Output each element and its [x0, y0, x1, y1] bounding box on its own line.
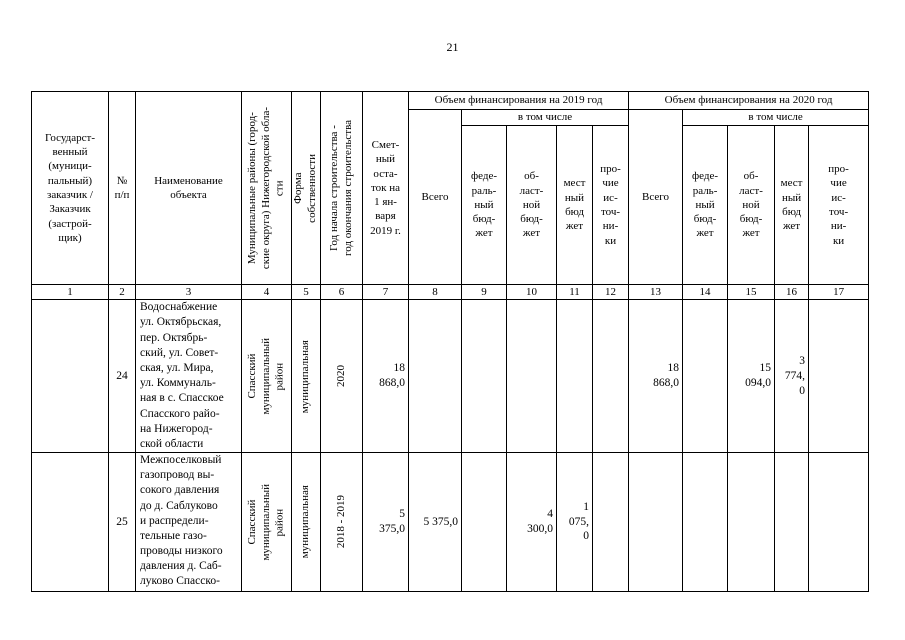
row-years: 2020: [334, 365, 347, 388]
row-district: Спасский муниципальный район: [245, 483, 286, 561]
row-ownership-cell: [292, 300, 321, 453]
row-2020-local: 3 774, 0: [775, 300, 809, 453]
header-object-name: Наименование объекта: [136, 92, 242, 285]
column-number: 10: [507, 285, 557, 300]
column-number: 4: [242, 285, 292, 300]
row-2019-total: [409, 300, 462, 453]
column-number: 13: [629, 285, 683, 300]
row-2019-other: [593, 453, 629, 592]
column-number: 15: [728, 285, 775, 300]
row-ownership: муниципальная: [299, 339, 312, 413]
column-number: 3: [136, 285, 242, 300]
row-years-cell: [321, 453, 363, 592]
column-numbers-row: [32, 285, 869, 300]
row-customer: [32, 453, 109, 592]
header-customer: Государст- венный (муници- пальный) заказчик / Заказчик (застрой- щик): [32, 92, 109, 285]
header-local-2020: мест ный бюд жет: [775, 126, 809, 285]
page-number: 21: [446, 40, 459, 54]
row-number: 24: [109, 300, 136, 453]
column-number: 6: [321, 285, 363, 300]
row-2019-local: [557, 300, 593, 453]
header-ownership-cell: [292, 92, 321, 285]
column-number: 12: [593, 285, 629, 300]
header-np: № п/п: [109, 92, 136, 285]
column-number: 1: [32, 285, 109, 300]
header-ownership: Форма собственности: [292, 153, 318, 223]
row-estimate: 18 868,0: [363, 300, 409, 453]
header-years-cell: [321, 92, 363, 285]
column-number: 8: [409, 285, 462, 300]
header-other-2020: про- чие ис- точ- ни- ки: [809, 126, 869, 285]
row-2019-federal: [462, 453, 507, 592]
row-number: 25: [109, 453, 136, 592]
row-2020-local: [775, 453, 809, 592]
row-2019-other: [593, 300, 629, 453]
column-number: 16: [775, 285, 809, 300]
row-2019-total: 5 375,0: [409, 453, 462, 592]
row-estimate: 5 375,0: [363, 453, 409, 592]
row-district: Спасский муниципальный район: [245, 337, 286, 415]
financing-table: [31, 91, 869, 592]
column-number: 14: [683, 285, 728, 300]
row-2019-regional: 4 300,0: [507, 453, 557, 592]
row-ownership: муниципальная: [299, 485, 312, 559]
row-2020-other: [809, 300, 869, 453]
row-2020-regional: [728, 453, 775, 592]
row-2020-federal: [683, 300, 728, 453]
header-district-cell: [242, 92, 292, 285]
column-number: 7: [363, 285, 409, 300]
row-district-cell: [242, 453, 292, 592]
header-regional-2020: об- ласт- ной бюд- жет: [728, 126, 775, 285]
table-row: [32, 300, 869, 453]
row-customer: [32, 300, 109, 453]
row-district-cell: [242, 300, 292, 453]
column-number: 11: [557, 285, 593, 300]
header-total-2020: Всего: [629, 110, 683, 285]
column-number: 17: [809, 285, 869, 300]
header-district: Муниципальные районы (город- ские округа) Нижегородской обла- сти: [245, 106, 286, 270]
row-years-cell: [321, 300, 363, 453]
row-ownership-cell: [292, 453, 321, 592]
header-including-2020: в том числе: [683, 110, 869, 126]
row-2020-federal: [683, 453, 728, 592]
row-2019-local: 1 075, 0: [557, 453, 593, 592]
header-including-2019: в том числе: [462, 110, 629, 126]
row-2020-total: [629, 453, 683, 592]
header-years: Год начала строительства - год окончания строительства: [327, 120, 354, 256]
header-fin-2019: Объем финансирования на 2019 год: [409, 92, 629, 110]
column-number: 5: [292, 285, 321, 300]
row-2019-federal: [462, 300, 507, 453]
column-number: 9: [462, 285, 507, 300]
header-federal-2020: феде- раль- ный бюд- жет: [683, 126, 728, 285]
header-other-2019: про- чие ис- точ- ни- ки: [593, 126, 629, 285]
row-years: 2018 - 2019: [334, 495, 347, 549]
row-2019-regional: [507, 300, 557, 453]
header-local-2019: мест ный бюд жет: [557, 126, 593, 285]
header-federal-2019: феде- раль- ный бюд- жет: [462, 126, 507, 285]
header-estimate: Смет- ный оста- ток на 1 ян- варя 2019 г.: [363, 92, 409, 285]
column-number: 2: [109, 285, 136, 300]
header-fin-2020: Объем финансирования на 2020 год: [629, 92, 869, 110]
header-regional-2019: об- ласт- ной бюд- жет: [507, 126, 557, 285]
row-2020-regional: 15 094,0: [728, 300, 775, 453]
row-object-name: Водоснабжение ул. Октябрьская, пер. Октябрь- ский, ул. Совет- ская, ул. Мира, ул. Коммуналь- ная в с. Спасское Спасского райо- на Нижегород- ской области: [136, 300, 242, 453]
table-row: [32, 453, 869, 592]
row-2020-other: [809, 453, 869, 592]
row-2020-total: 18 868,0: [629, 300, 683, 453]
header-total-2019: Всего: [409, 110, 462, 285]
row-object-name: Межпоселковый газопровод вы- сокого давления до д. Саблуково и распредели- тельные газо- проводы низкого давления д. Саб- луково Спасско-: [136, 453, 242, 592]
